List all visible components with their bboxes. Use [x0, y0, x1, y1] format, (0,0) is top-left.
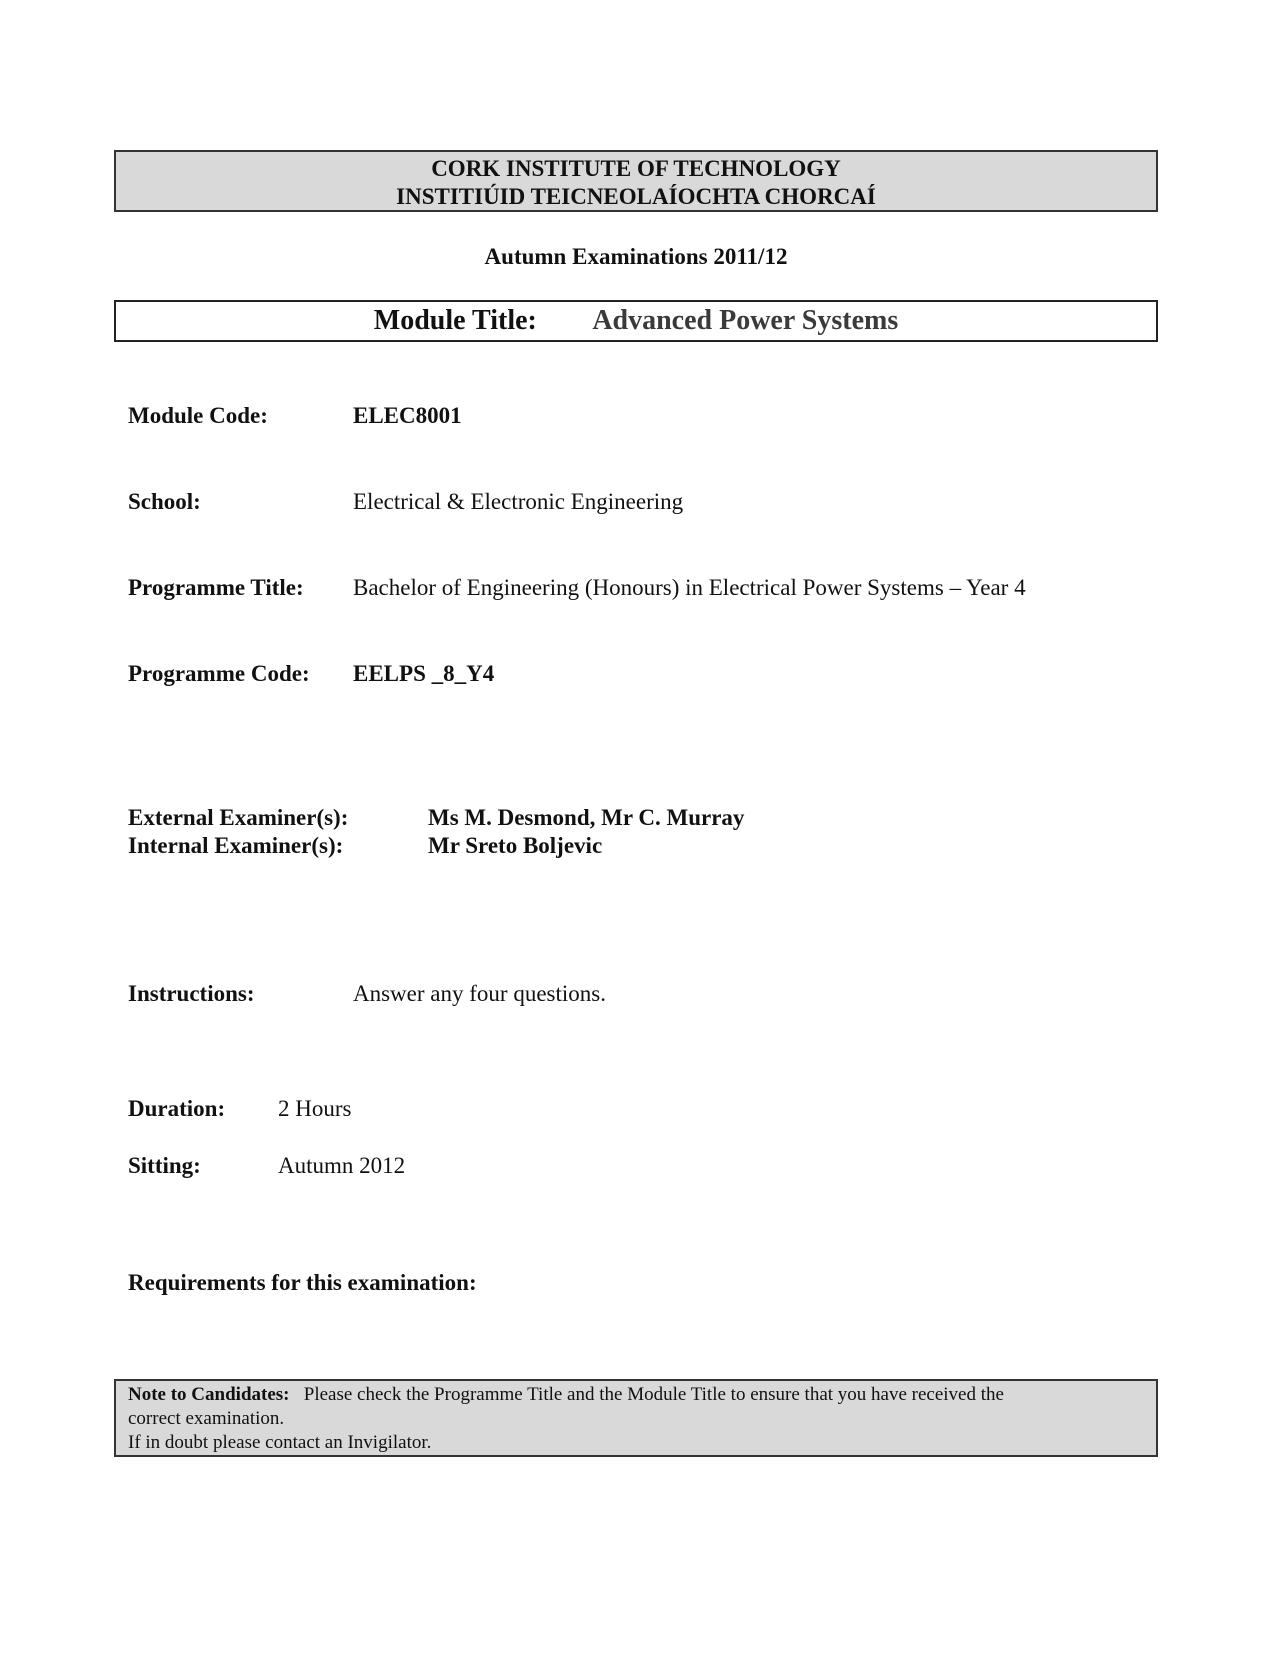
institute-name-irish: INSTITIÚID TEICNEOLAÍOCHTA CHORCAÍ — [396, 184, 876, 209]
programme-code-value: EELPS _8_Y4 — [353, 661, 495, 686]
note-text-line-2: correct examination. — [128, 1408, 285, 1429]
module-code-label: Module Code: — [128, 403, 268, 428]
module-title-box — [114, 300, 1158, 342]
sitting-value: Autumn 2012 — [278, 1153, 406, 1178]
external-examiners-row — [128, 805, 745, 831]
note-to-candidates-box — [114, 1379, 1158, 1457]
school-value: Electrical & Electronic Engineering — [353, 489, 684, 514]
programme-title-value: Bachelor of Engineering (Honours) in Electrical Power Systems – Year 4 — [353, 575, 1026, 600]
programme-code-label: Programme Code: — [128, 661, 310, 686]
school-label: School: — [128, 489, 201, 514]
note-line-1 — [128, 1383, 1144, 1407]
duration-row — [128, 1096, 352, 1122]
internal-examiners-row — [128, 833, 603, 859]
requirements-row — [128, 1270, 477, 1296]
programme-title-row — [128, 575, 1026, 601]
programme-code-row — [128, 661, 495, 687]
sitting-label: Sitting: — [128, 1153, 201, 1178]
programme-title-label: Programme Title: — [128, 575, 304, 600]
module-title-value: Advanced Power Systems — [592, 305, 899, 336]
sitting-row — [128, 1153, 406, 1179]
module-code-value: ELEC8001 — [353, 403, 462, 428]
exam-session-title: Autumn Examinations 2011/12 — [484, 244, 788, 269]
external-examiners-label: External Examiner(s): — [128, 805, 349, 830]
school-row — [128, 489, 684, 515]
duration-label: Duration: — [128, 1096, 226, 1121]
module-code-row — [128, 403, 462, 429]
internal-examiners-value: Mr Sreto Boljevic — [428, 833, 603, 858]
instructions-value: Answer any four questions. — [353, 981, 606, 1006]
duration-value: 2 Hours — [278, 1096, 352, 1121]
institute-header — [114, 150, 1158, 212]
institute-name-english: CORK INSTITUTE OF TECHNOLOGY — [431, 156, 841, 181]
instructions-label: Instructions: — [128, 981, 255, 1006]
module-title-label: Module Title: — [373, 305, 537, 336]
external-examiners-value: Ms M. Desmond, Mr C. Murray — [428, 805, 745, 830]
note-text-line-1: Please check the Programme Title and the Module Title to ensure that you have received the — [303, 1384, 1004, 1405]
note-label: Note to Candidates: — [128, 1384, 290, 1405]
internal-examiners-label: Internal Examiner(s): — [128, 833, 344, 858]
requirements-label: Requirements for this examination: — [128, 1270, 477, 1295]
instructions-row — [128, 981, 606, 1007]
note-text-line-3: If in doubt please contact an Invigilator. — [128, 1432, 432, 1453]
